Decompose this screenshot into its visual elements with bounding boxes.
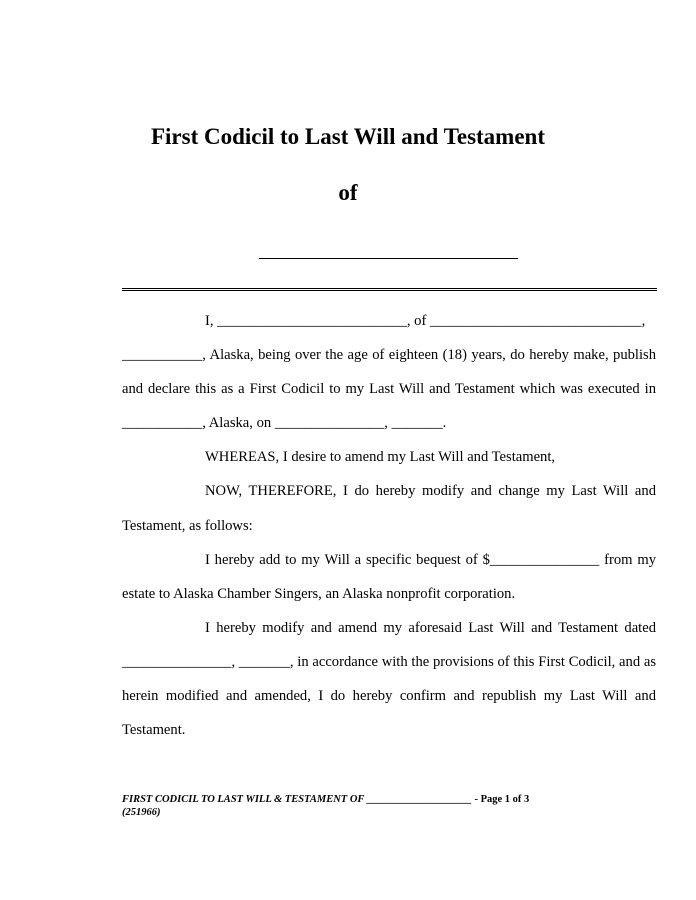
- footer-doc-number: (251966): [122, 807, 161, 818]
- paragraph-amend: I hereby modify and amend my aforesaid Last Will and Testament dated _______________, _______, in accordance with the provisions of this First Codicil, and as herein modified and amended, I do hereby confirm and republish my Last Will and Testament.: [122, 619, 656, 739]
- footer-line: [122, 793, 602, 806]
- paragraph-whereas: WHEREAS, I desire to amend my Last Will and Testament,: [205, 449, 556, 466]
- paragraph-intro: I, __________________________, of _____________________________,: [205, 313, 646, 329]
- header-double-rule: [122, 288, 657, 291]
- testator-name-blank: [259, 258, 518, 259]
- document-body: [122, 304, 656, 747]
- footer-page-number: - Page 1 of 3: [471, 794, 530, 805]
- paragraph-declaration: ___________, Alaska, being over the age of eighteen (18) years, do hereby make, publish and declare this as a First Codicil to my Last Will and Testament which was executed in ___________, Alaska, on _______________, _______.: [122, 347, 656, 432]
- paragraph-now-therefore: NOW, THEREFORE, I do hereby modify and change my Last Will and Testament, as follows:: [122, 483, 656, 534]
- footer-running-title: FIRST CODICIL TO LAST WILL & TESTAMENT OF ____________________: [122, 794, 472, 805]
- paragraph-bequest: I hereby add to my Will a specific bequest of $_______________ from my estate to Alaska Chamber Singers, an Alaska nonprofit corporation.: [122, 551, 656, 602]
- document-title: First Codicil to Last Will and Testament: [150, 124, 546, 149]
- page-footer: [122, 793, 602, 819]
- document-title-of: of: [338, 180, 358, 205]
